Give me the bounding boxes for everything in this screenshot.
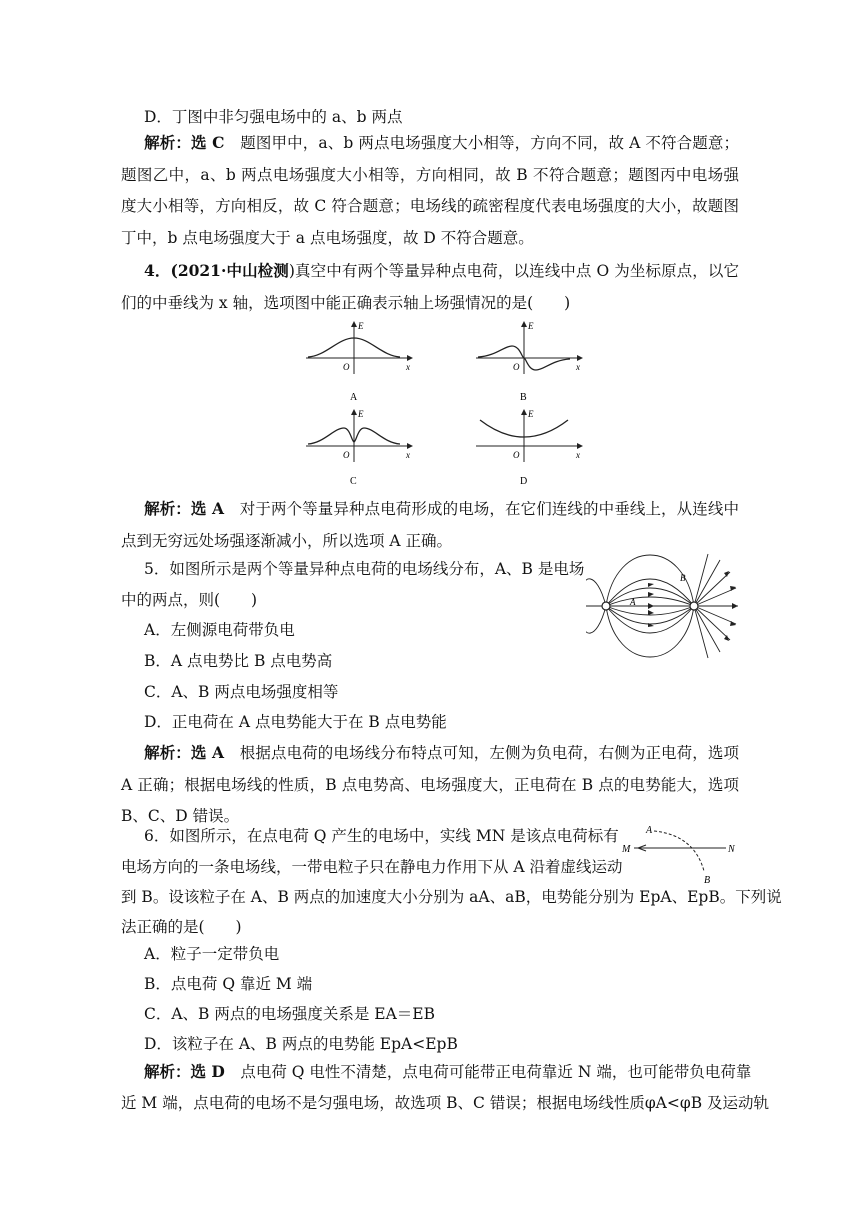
- q6-option-a: A．粒子一定带负电: [144, 945, 280, 963]
- q6-point-b-label: B: [704, 875, 711, 885]
- q5-option-d: D．正电荷在 A 点电势能大于在 B 点电势能: [144, 713, 447, 731]
- q3-answer-text: 题图甲中，a、b 两点电场强度大小相等，方向不同，故 A 不符合题意；题图乙中，a、b 两点电场强度大小相等，方向相同，故 B 不符合题意；题图丙中电场强度大小相等，方向相反，故 C 符合题意；电场线的疏密程度代表电场强度的大小，故题图丁中，b 点电场强度大于 a 点电场强度，故 D 不符合题意。: [121, 134, 740, 247]
- q5-answer-label: 解析：选 A: [144, 743, 225, 762]
- graph-c-caption: C: [350, 476, 357, 487]
- q5-option-a: A．左侧源电荷带负电: [144, 621, 295, 639]
- q6-n-label: N: [728, 844, 735, 855]
- q4-answer-label: 解析：选 A: [144, 499, 225, 518]
- q6-field-line-figure: [620, 821, 742, 885]
- graph-b-x-label: x: [576, 362, 580, 372]
- q3-answer: [121, 127, 739, 254]
- graph-a-o-label: O: [343, 362, 350, 372]
- q4-answer-text: 对于两个等量异种点电荷形成的电场，在它们连线的中垂线上，从连线中点到无穷远处场强逐渐减小，所以选项 A 正确。: [121, 500, 739, 550]
- q5-point-a-label: A: [630, 597, 636, 607]
- graph-a: [306, 321, 412, 403]
- q5-point-b-label: B: [680, 573, 686, 583]
- q6-option-b: B．点电荷 Q 靠近 M 端: [144, 975, 313, 993]
- q5-option-c: C．A、B 两点电场强度相等: [144, 683, 339, 701]
- graph-d: [476, 409, 582, 487]
- graph-a-e-label: E: [358, 321, 364, 331]
- q6-point-a-label: A: [646, 825, 653, 836]
- q4-prefix: 4．(2021·: [144, 261, 227, 280]
- q6-stem-line3: 到 B。设该粒子在 A、B 两点的加速度大小分别为 aA、aB，电势能分别为 EpA、EpB。下列说: [121, 888, 782, 906]
- q6-answer-line2: 近 M 端，点电荷的电场不是匀强电场，故选项 B、C 错误；根据电场线性质φA<φB 及运动轨: [121, 1094, 770, 1112]
- q4-question: [121, 255, 739, 319]
- q5-stem-line2: 中的两点，则( ): [121, 591, 258, 609]
- q6-stem-line1: 6．如图所示，在点电荷 Q 产生的电场中，实线 MN 是该点电荷标有: [144, 827, 619, 845]
- q6-stem-line4: 法正确的是( ): [121, 918, 242, 936]
- q5-stem-line1: 5．如图所示是两个等量异种点电荷的电场线分布，A、B 是电场: [144, 560, 585, 578]
- q6-option-c: C．A、B 两点的电场强度关系是 EA＝EB: [144, 1005, 436, 1023]
- q4-graphs-figure: [300, 316, 590, 488]
- graph-c-e-label: E: [358, 409, 364, 419]
- q5-option-b: B．A 点电势比 B 点电势高: [144, 652, 333, 670]
- q6-answer-text1: 点电荷 Q 电性不清楚，点电荷可能带正电荷靠近 N 端，也可能带负电荷靠: [224, 1063, 752, 1081]
- q4-source: 中山检测: [226, 262, 289, 280]
- q6-answer-label: 解析：选 D: [144, 1062, 225, 1081]
- graph-b: [476, 321, 582, 403]
- graph-c-x-label: x: [406, 450, 410, 460]
- graph-b-e-label: E: [528, 321, 534, 331]
- q5-field-lines-figure: [586, 548, 746, 668]
- graph-d-caption: D: [520, 476, 528, 487]
- q3-answer-label: 解析：选 C: [144, 133, 225, 152]
- q5-answer: [121, 737, 739, 833]
- q3-option-d: D．丁图中非匀强电场中的 a、b 两点: [144, 108, 403, 126]
- q6-m-label: M: [622, 844, 631, 855]
- q6-answer-line1: [144, 1062, 751, 1082]
- graph-d-e-label: E: [528, 409, 534, 419]
- q6-stem-line2: 电场方向的一条电场线，一带电粒子只在静电力作用下从 A 沿着虚线运动: [121, 858, 623, 876]
- q6-option-d: D．该粒子在 A、B 两点的电势能 EpA<EpB: [144, 1035, 458, 1053]
- graph-c-o-label: O: [343, 450, 350, 460]
- q5-answer-text: 根据点电荷的电场线分布特点可知，左侧为负电荷，右侧为正电荷，选项 A 正确；根据电场线的性质，B 点电势高、电场强度大，正电荷在 B 点的电势能大，选项 B、C、D 错误。: [121, 744, 739, 825]
- graph-b-o-label: O: [513, 362, 520, 372]
- q4-text: )真空中有两个等量异种点电荷，以连线中点 O 为坐标原点，以它们的中垂线为 x 轴，选项图中能正确表示轴上场强情况的是( ): [121, 262, 739, 312]
- graph-b-caption: B: [520, 392, 527, 403]
- graph-a-x-label: x: [406, 362, 410, 372]
- graph-d-o-label: O: [513, 450, 520, 460]
- graph-c: [306, 409, 412, 487]
- graph-d-x-label: x: [576, 450, 580, 460]
- graph-a-caption: A: [350, 392, 358, 403]
